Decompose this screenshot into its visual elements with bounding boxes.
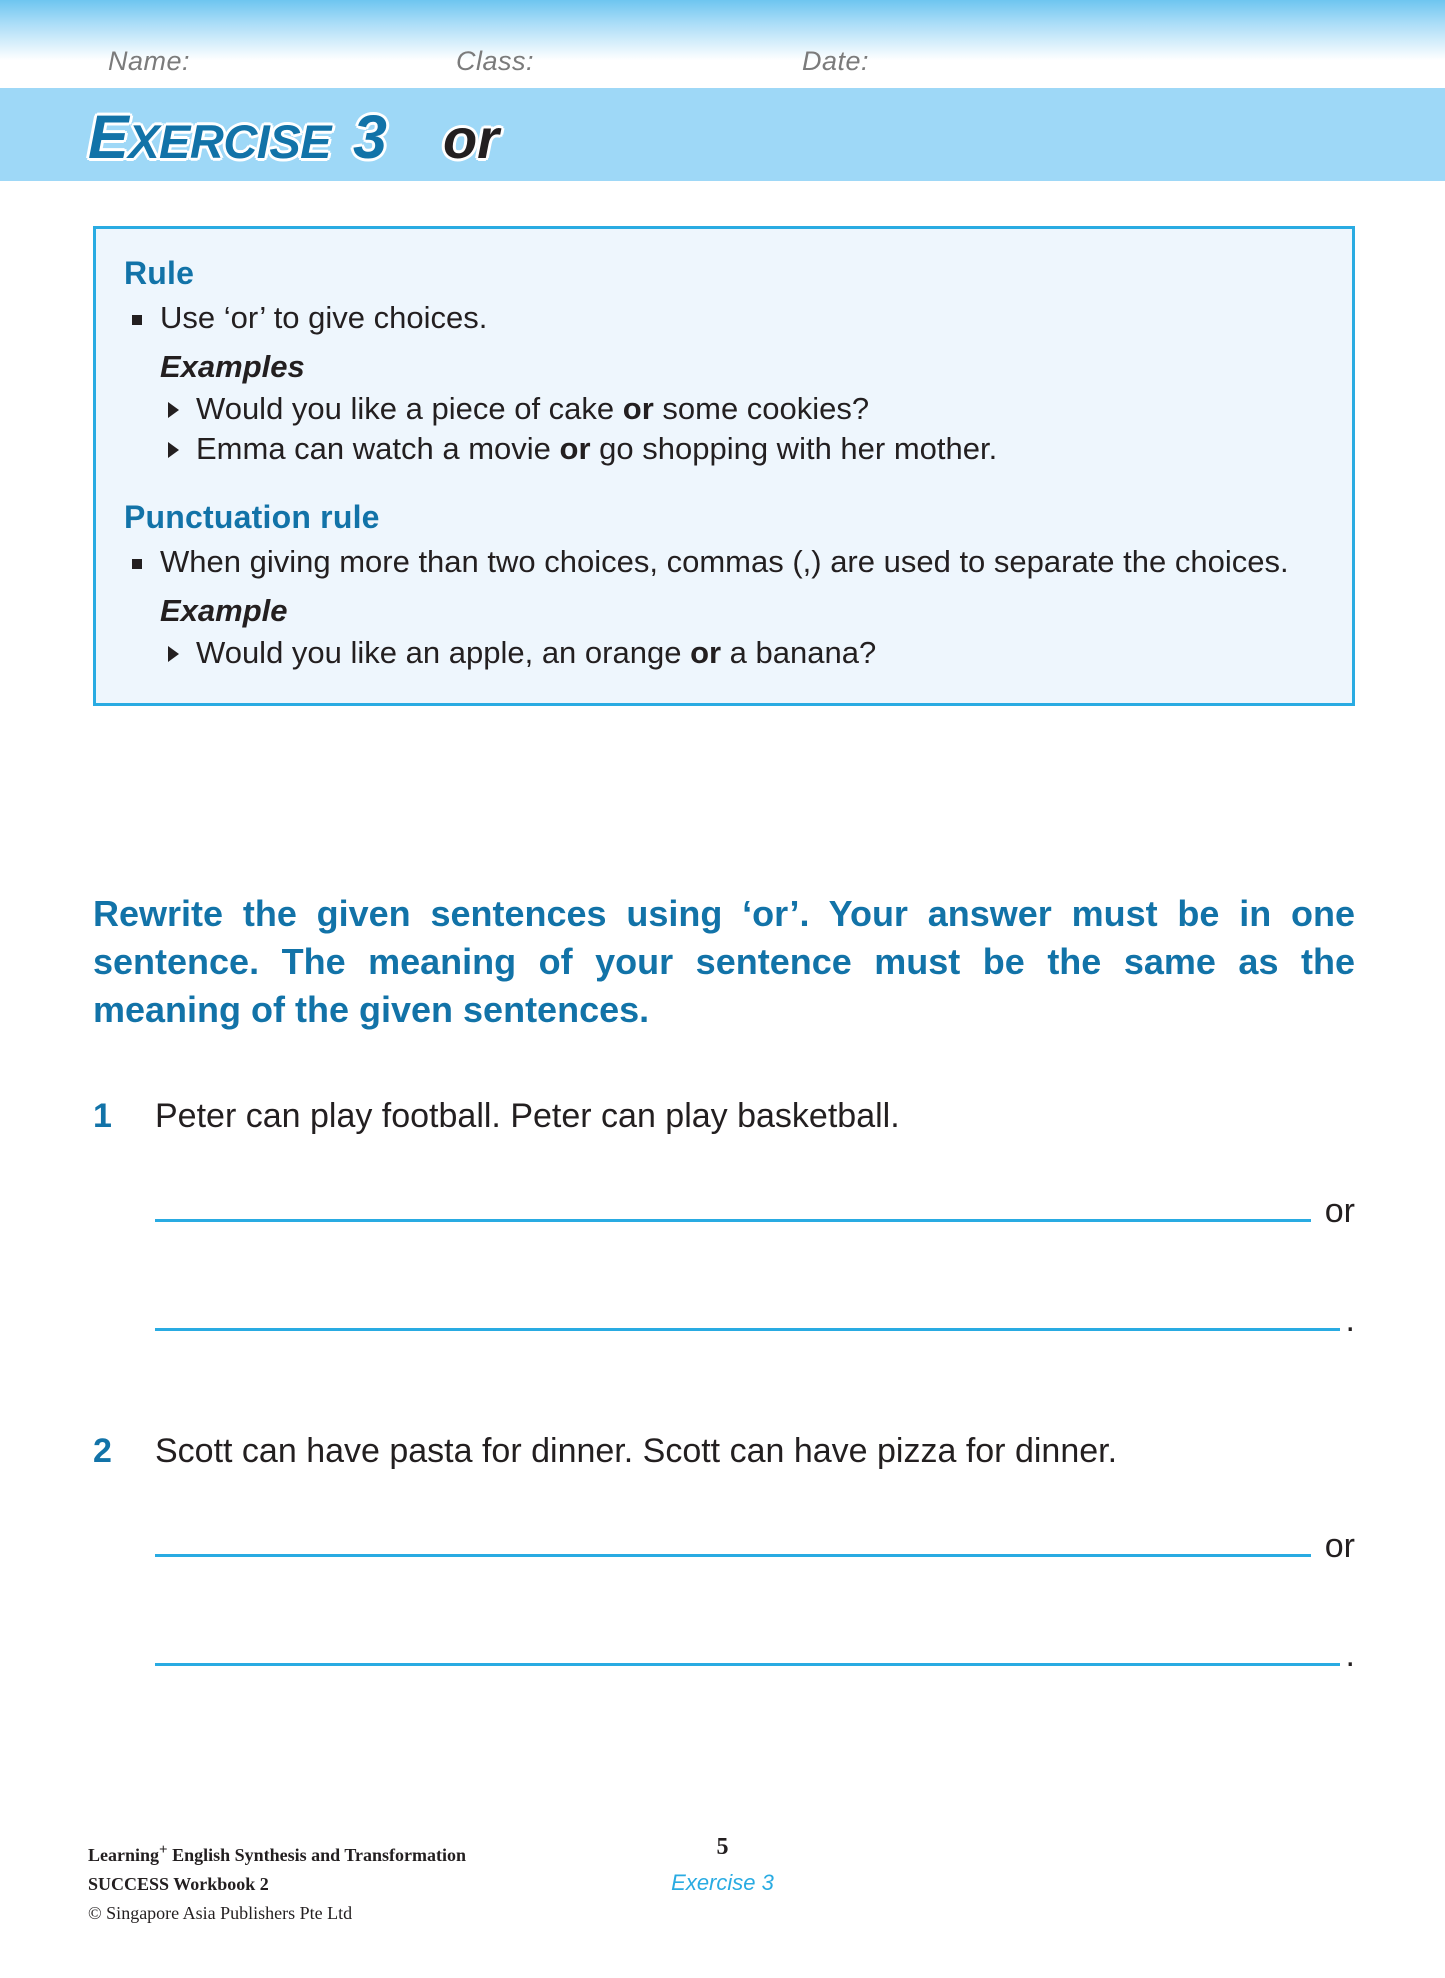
instruction-text: Rewrite the given sentences using ‘or’. Your answer must be in one sentence. The meaning of your sentence must be the same as the meaning of the given sentences. (93, 893, 1355, 1031)
answer-line-trailing-period: . (1345, 1300, 1355, 1339)
answer-input-line[interactable] (155, 1175, 1311, 1222)
examples-list (124, 389, 1318, 470)
answer-block (93, 1510, 1355, 1674)
punctuation-bullet-item: When giving more than two choices, commas (,) are used to separate the choices. (124, 544, 1318, 581)
footer-title-line-2: SUCCESS Workbook 2 (88, 1874, 269, 1895)
footer-exercise-label: Exercise 3 (671, 1870, 774, 1895)
question-number: 1 (93, 1097, 112, 1135)
question-row (93, 1430, 1355, 1474)
footer-copyright: © Singapore Asia Publishers Pte Ltd (88, 1903, 353, 1924)
student-fields-row (0, 46, 1445, 92)
example-keyword: or (622, 390, 654, 426)
page-number: 5 (716, 1834, 729, 1860)
answer-block (93, 1175, 1355, 1339)
example-item (160, 389, 1318, 429)
example-item (160, 429, 1318, 469)
question-item (93, 1095, 1355, 1393)
answer-line-trailing-period: . (1345, 1635, 1355, 1674)
answer-line-row (155, 1510, 1355, 1565)
exercise-title-banner (0, 88, 1445, 181)
rule-bullet-item: Use ‘or’ to give choices. (124, 300, 1318, 337)
exercise-word (88, 102, 331, 172)
rule-heading: Rule (124, 255, 195, 291)
answer-line-row (155, 1619, 1355, 1674)
example-heading: Example (160, 592, 288, 628)
example-keyword: or (690, 634, 722, 670)
example-text-pre: Would you like an apple, an orange (196, 634, 691, 670)
question-text: Scott can have pasta for dinner. Scott can have pizza for dinner. (155, 1432, 1118, 1470)
question-item (93, 1430, 1355, 1728)
examples-heading: Examples (160, 348, 305, 384)
footer-title-superscript: + (159, 1842, 168, 1858)
exercise-word-initial: E (88, 103, 129, 171)
punctuation-rule-heading: Punctuation rule (124, 499, 380, 536)
footer-title-pre: Learning (88, 1845, 160, 1865)
footer-title-post: English Synthesis and Transformation (167, 1845, 466, 1865)
example-text-post: some cookies? (653, 390, 870, 426)
question-row (93, 1095, 1355, 1139)
answer-input-line[interactable] (155, 1510, 1311, 1557)
example-list (124, 633, 1318, 673)
example-text-pre: Would you like a piece of cake (196, 390, 623, 426)
date-field-label: Date: (802, 46, 870, 76)
exercise-title-group (88, 102, 499, 172)
example-text-post: go shopping with her mother. (590, 430, 998, 466)
rule-box (93, 226, 1355, 706)
answer-line-trailing-or: or (1324, 1191, 1355, 1230)
example-text-pre: Emma can watch a movie (196, 430, 560, 466)
name-field-label: Name: (108, 46, 191, 76)
answer-line-row (155, 1175, 1355, 1230)
exercise-topic: or (442, 107, 499, 170)
page-footer (0, 1834, 1445, 1948)
example-text-post: a banana? (721, 634, 877, 670)
rule-bullet-list (124, 300, 1318, 337)
answer-input-line[interactable] (155, 1284, 1340, 1331)
exercise-word-rest: XERCISE (128, 115, 332, 168)
question-number: 2 (93, 1432, 112, 1470)
punctuation-bullet-list (124, 544, 1318, 581)
answer-line-trailing-or: or (1324, 1526, 1355, 1565)
answer-line-row (155, 1284, 1355, 1339)
answer-input-line[interactable] (155, 1619, 1340, 1666)
class-field-label: Class: (456, 46, 535, 76)
example-keyword: or (559, 430, 591, 466)
question-text: Peter can play football. Peter can play basketball. (155, 1097, 900, 1135)
example-item (160, 633, 1318, 673)
exercise-number: 3 (353, 103, 387, 171)
